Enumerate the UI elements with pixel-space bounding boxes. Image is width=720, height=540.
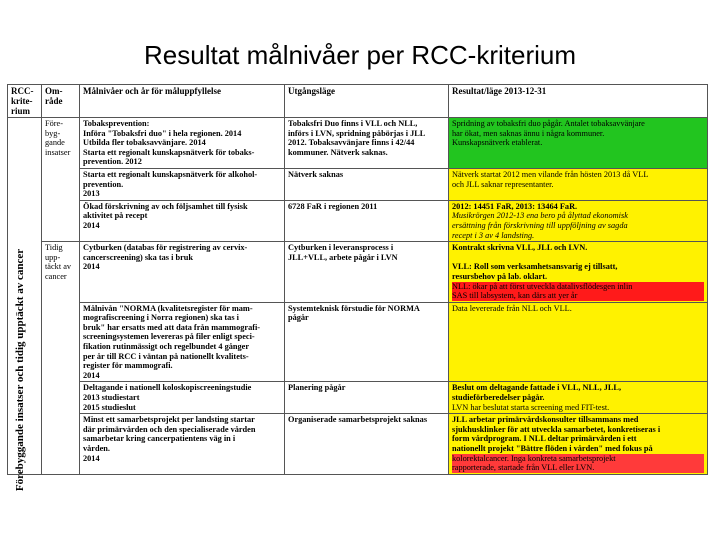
utg-cell: 6728 FaR i regionen 2011 [285, 200, 449, 241]
header-omrade: Om-råde [42, 85, 80, 118]
header-row [8, 85, 708, 118]
header-utgangslage: Utgångsläge [285, 85, 449, 118]
header-rcc: RCC-krite-rium [8, 85, 42, 118]
res-cell: JLL arbetar primärvårdskonsulter tillsammans med sjukhusklinker för att utveckla samarbetet, konkretiseras i form vårdprogram. I NLL deltar primärvården i ett nationellt projekt "Bättre flöden i vården" med fokus på kolorektalcancer. Inga konkreta samarbetsprojekt rapporterade, startade från VLL eller LVN. [449, 414, 708, 475]
res-cell: Kontrakt skrivna VLL, JLL och LVN. VLL: Roll som verksamhetsansvarig ej tillsatt, resursbehov på lab. oklart. NLL: ökar på att först utveckla datalivsflödesgen inlin SAS till labsystem, kan därs att yer år [449, 242, 708, 303]
table-row [8, 118, 708, 169]
res-cell: Nätverk startat 2012 men vilande från hösten 2013 då VLL och JLL saknar representanter. [449, 168, 708, 200]
side-label: Förebyggande insatser och tidig upptäckt av cancer [14, 248, 26, 492]
utg-cell: Nätverk saknas [285, 168, 449, 200]
table-row [8, 242, 708, 303]
res-cell: Data levererade från NLL och VLL. [449, 302, 708, 382]
area-tidig: Tidig upp-täckt av cancer [42, 242, 80, 475]
header-resultat: Resultat/läge 2013-12-31 [449, 85, 708, 118]
utg-cell: Systemteknisk förstudie för NORMA pågår [285, 302, 449, 382]
mal-cell: Ökad förskrivning av och följsamhet till fysisk aktivitet på recept 2014 [80, 200, 285, 241]
utg-cell: Planering pågår [285, 382, 449, 414]
utg-cell: Tobaksfri Duo finns i VLL och NLL, införs i LVN, spridning påbörjas i JLL 2012. Tobaksavvänjare finns i 42/44 kommuner. Nätverk saknas. [285, 118, 449, 169]
table-row [8, 382, 708, 414]
table-row [8, 168, 708, 200]
table-row [8, 200, 708, 241]
mal-cell: Starta ett regionalt kunskapsnätverk för alkohol- prevention. 2013 [80, 168, 285, 200]
results-table [7, 84, 708, 475]
mal-cell: Deltagande i nationell koloskopiscreeningstudie 2013 studiestart 2015 studieslut [80, 382, 285, 414]
utg-cell: Organiserade samarbetsprojekt saknas [285, 414, 449, 475]
area-forebyggande: Före-byg-gande insatser [42, 118, 80, 242]
rcc-cell [8, 118, 42, 475]
page-title: Resultat målnivåer per RCC-kriterium [144, 40, 576, 70]
mal-cell: Målnivån "NORMA (kvalitetsregister för mam- mografiscreening i Norra regionen) ska tas i bruk" har ersatts med att data från mammografi- screeningsystemen levereras på filer enligt speci- fikation rutinmässigt och regelbundet 4 gånger per år till RCC i väntan på nationellt kvalitets- register för mammografi. 2014 [80, 302, 285, 382]
header-malnivaer: Målnivåer och år för måluppfyllelse [80, 85, 285, 118]
utg-cell: Cytburken i leveransprocess i JLL+VLL, arbete pågår i LVN [285, 242, 449, 303]
mal-cell: Cytburken (databas för registrering av cervix- cancerscreening) ska tas i bruk 2014 [80, 242, 285, 303]
table-row [8, 302, 708, 382]
mal-cell: Tobaksprevention: Införa "Tobaksfri duo" i hela regionen. 2014 Utbilda fler tobaksavvänjare. 2014 Starta ett regionalt kunskapsnätverk för tobaks- prevention. 2012 [80, 118, 285, 169]
table-row [8, 414, 708, 475]
res-cell: 2012: 14451 FaR, 2013: 13464 FaR. Musikrörgen 2012-13 ena bero på ålyttad ekonomisk ersättning från förskrivning till uppföljning av sagda recept i 3 av 4 landsting. [449, 200, 708, 241]
res-cell: Spridning av tobaksfri duo pågår. Antalet tobaksavvänjare har ökat, men saknas ännu i några kommuner. Kunskapsnätverk etablerat. [449, 118, 708, 169]
res-cell: Beslut om deltagande fattade i VLL, NLL, JLL, studieförberedelser pågår. LVN har beslutat starta screening med FIT-test. [449, 382, 708, 414]
mal-cell: Minst ett samarbetsprojekt per landsting startar där primärvården och den specialiserade vården samarbetar kring cancerpatientens väg in i vården. 2014 [80, 414, 285, 475]
